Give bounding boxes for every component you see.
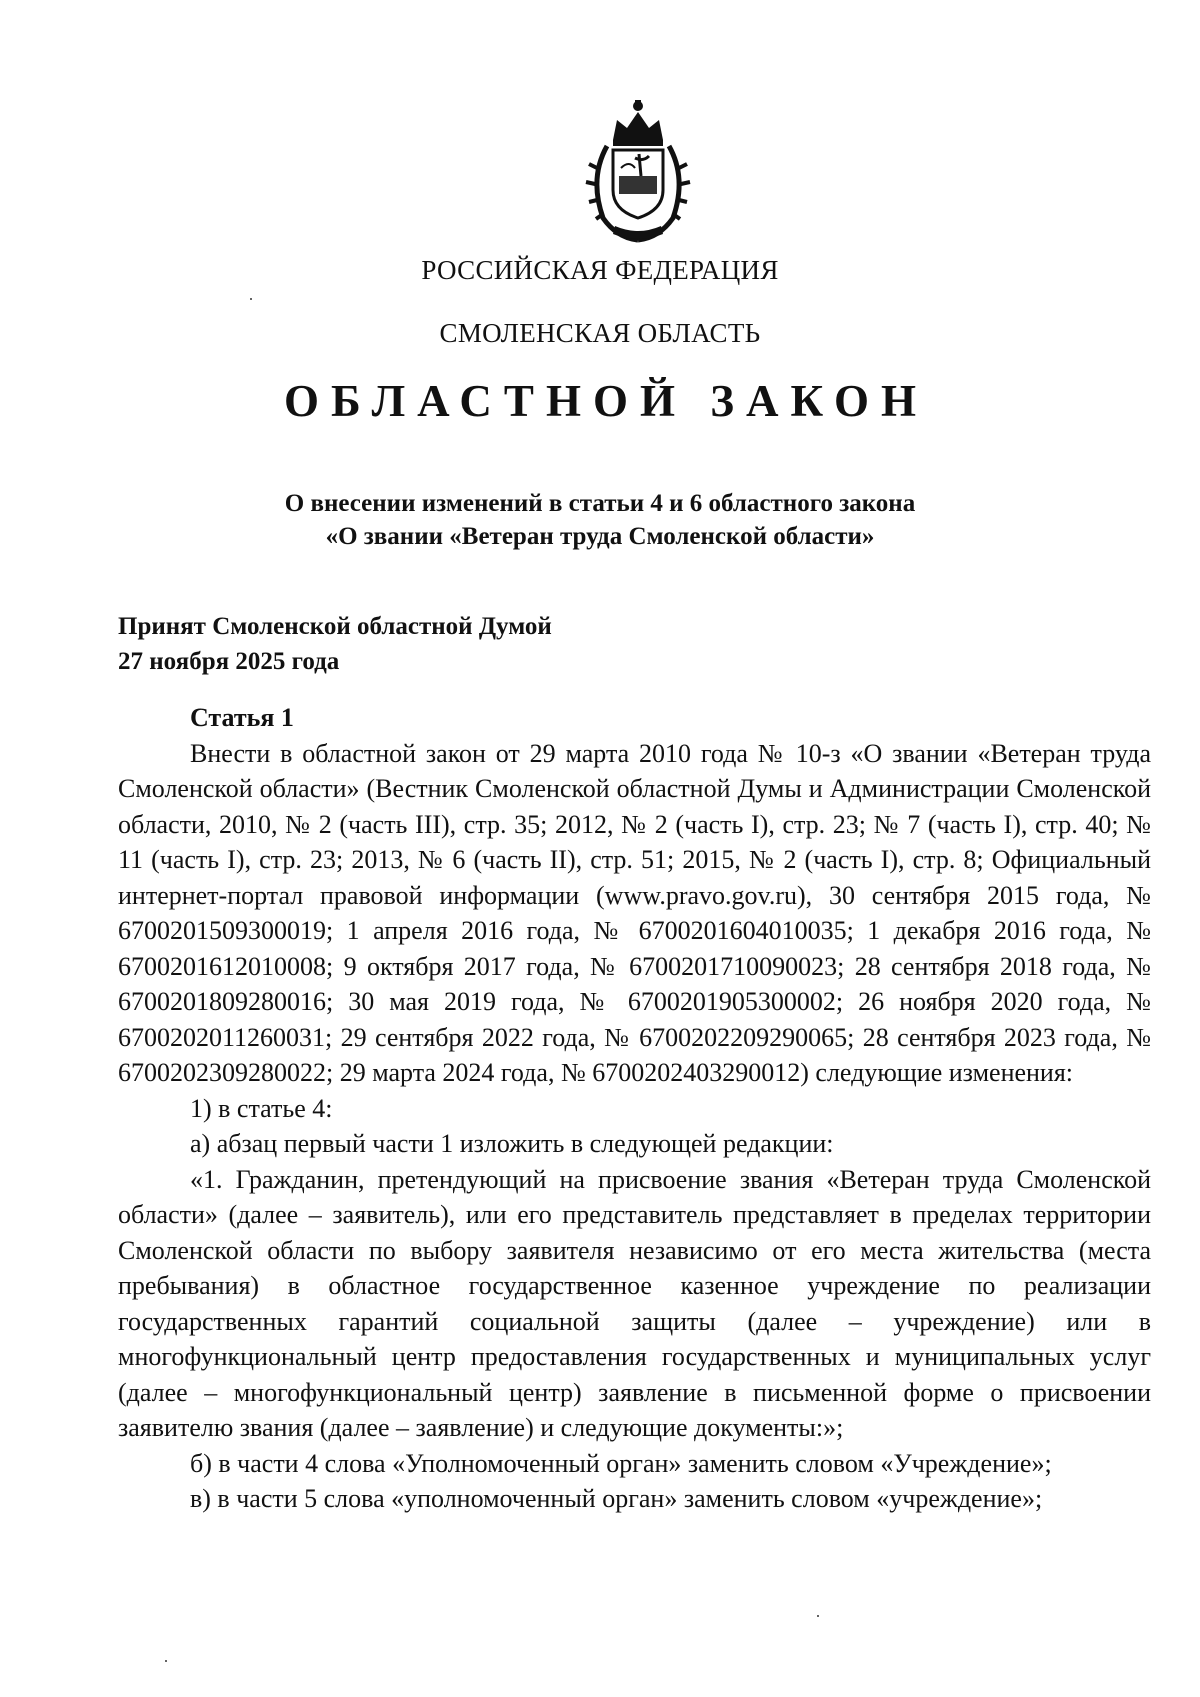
adoption-block — [118, 609, 552, 679]
item-1: 1) в статье 4: — [190, 1093, 333, 1123]
adoption-body: Принят Смоленской областной Думой — [118, 613, 552, 640]
scan-speck — [817, 1615, 819, 1617]
article-intro-paragraph: Внести в областной закон от 29 марта 2010 года № 10-з «О звании «Ветеран труда Смоленской области» (Вестник Смоленской областной Думы и Администрации Смоленской области, 2010, № 2 (часть III), стр. 35; 2012, № 2 (часть I), стр. 23; № 7 (часть I), стр. 40; № 11 (часть I), стр. 23; 2013, № 6 (часть II), стр. 51; 2015, № 2 (часть I), стр. 8; Официальный интернет-портал правовой информации (www.pravo.gov.ru), 30 сентября 2015 года, № 6700201509300019; 1 апреля 2016 года, № 6700201604010035; 1 декабря 2016 года, № 6700201612010008; 9 октября 2017 года, № 6700201710090023; 28 сентября 2018 года, № 6700201809280016; 30 мая 2019 года, № 6700201905300002; 26 ноября 2020 года, № 6700202011260031; 29 сентября 2022 года, № 6700202209290065; 28 сентября 2023 года, № 6700202309280022; 29 марта 2024 года, № 6700202403290012) следующие изменения: — [118, 738, 1151, 1087]
article-1 — [118, 700, 1151, 1517]
item-1a: а) абзац первый части 1 изложить в следующей редакции: — [190, 1129, 834, 1158]
region-header: СМОЛЕНСКАЯ ОБЛАСТЬ — [439, 318, 761, 348]
law-title-line2: «О звании «Ветеран труда Смоленской области» — [325, 523, 875, 550]
document-type-heading: ОБЛАСТНОЙ ЗАКОН — [284, 376, 928, 426]
item-1v: в) в части 5 слова «уполномоченный орган» заменить словом «учреждение»; — [190, 1484, 1043, 1513]
scan-speck — [165, 1660, 167, 1662]
item-1b: б) в части 4 слова «Уполномоченный орган» заменить словом «Учреждение»; — [190, 1448, 1052, 1478]
adoption-date: 27 ноября 2025 года — [118, 648, 340, 675]
coat-of-arms-emblem — [583, 98, 693, 248]
quoted-amendment-paragraph: «1. Гражданин, претендующий на присвоение звания «Ветеран труда Смоленской области» (далее – заявитель), или его представитель представляет в пределах территории Смоленской области по выбору заявителя независимо от его места жительства (места пребывания) в областное государственное казенное учреждение по реализации государственных гарантий социальной защиты (далее – учреждение) или в многофункциональный центр предоставления государственных и муниципальных услуг (далее – многофункциональный центр) заявление в письменной форме о присвоении заявителю звания (далее – заявление) и следующие документы:»; — [118, 1164, 1151, 1442]
law-title — [0, 487, 1200, 553]
country-header: РОССИЙСКАЯ ФЕДЕРАЦИЯ — [421, 255, 779, 285]
article-heading: Статья 1 — [190, 703, 294, 732]
law-title-line1: О внесении изменений в статьи 4 и 6 областного закона — [284, 490, 916, 517]
scan-speck — [250, 298, 252, 300]
